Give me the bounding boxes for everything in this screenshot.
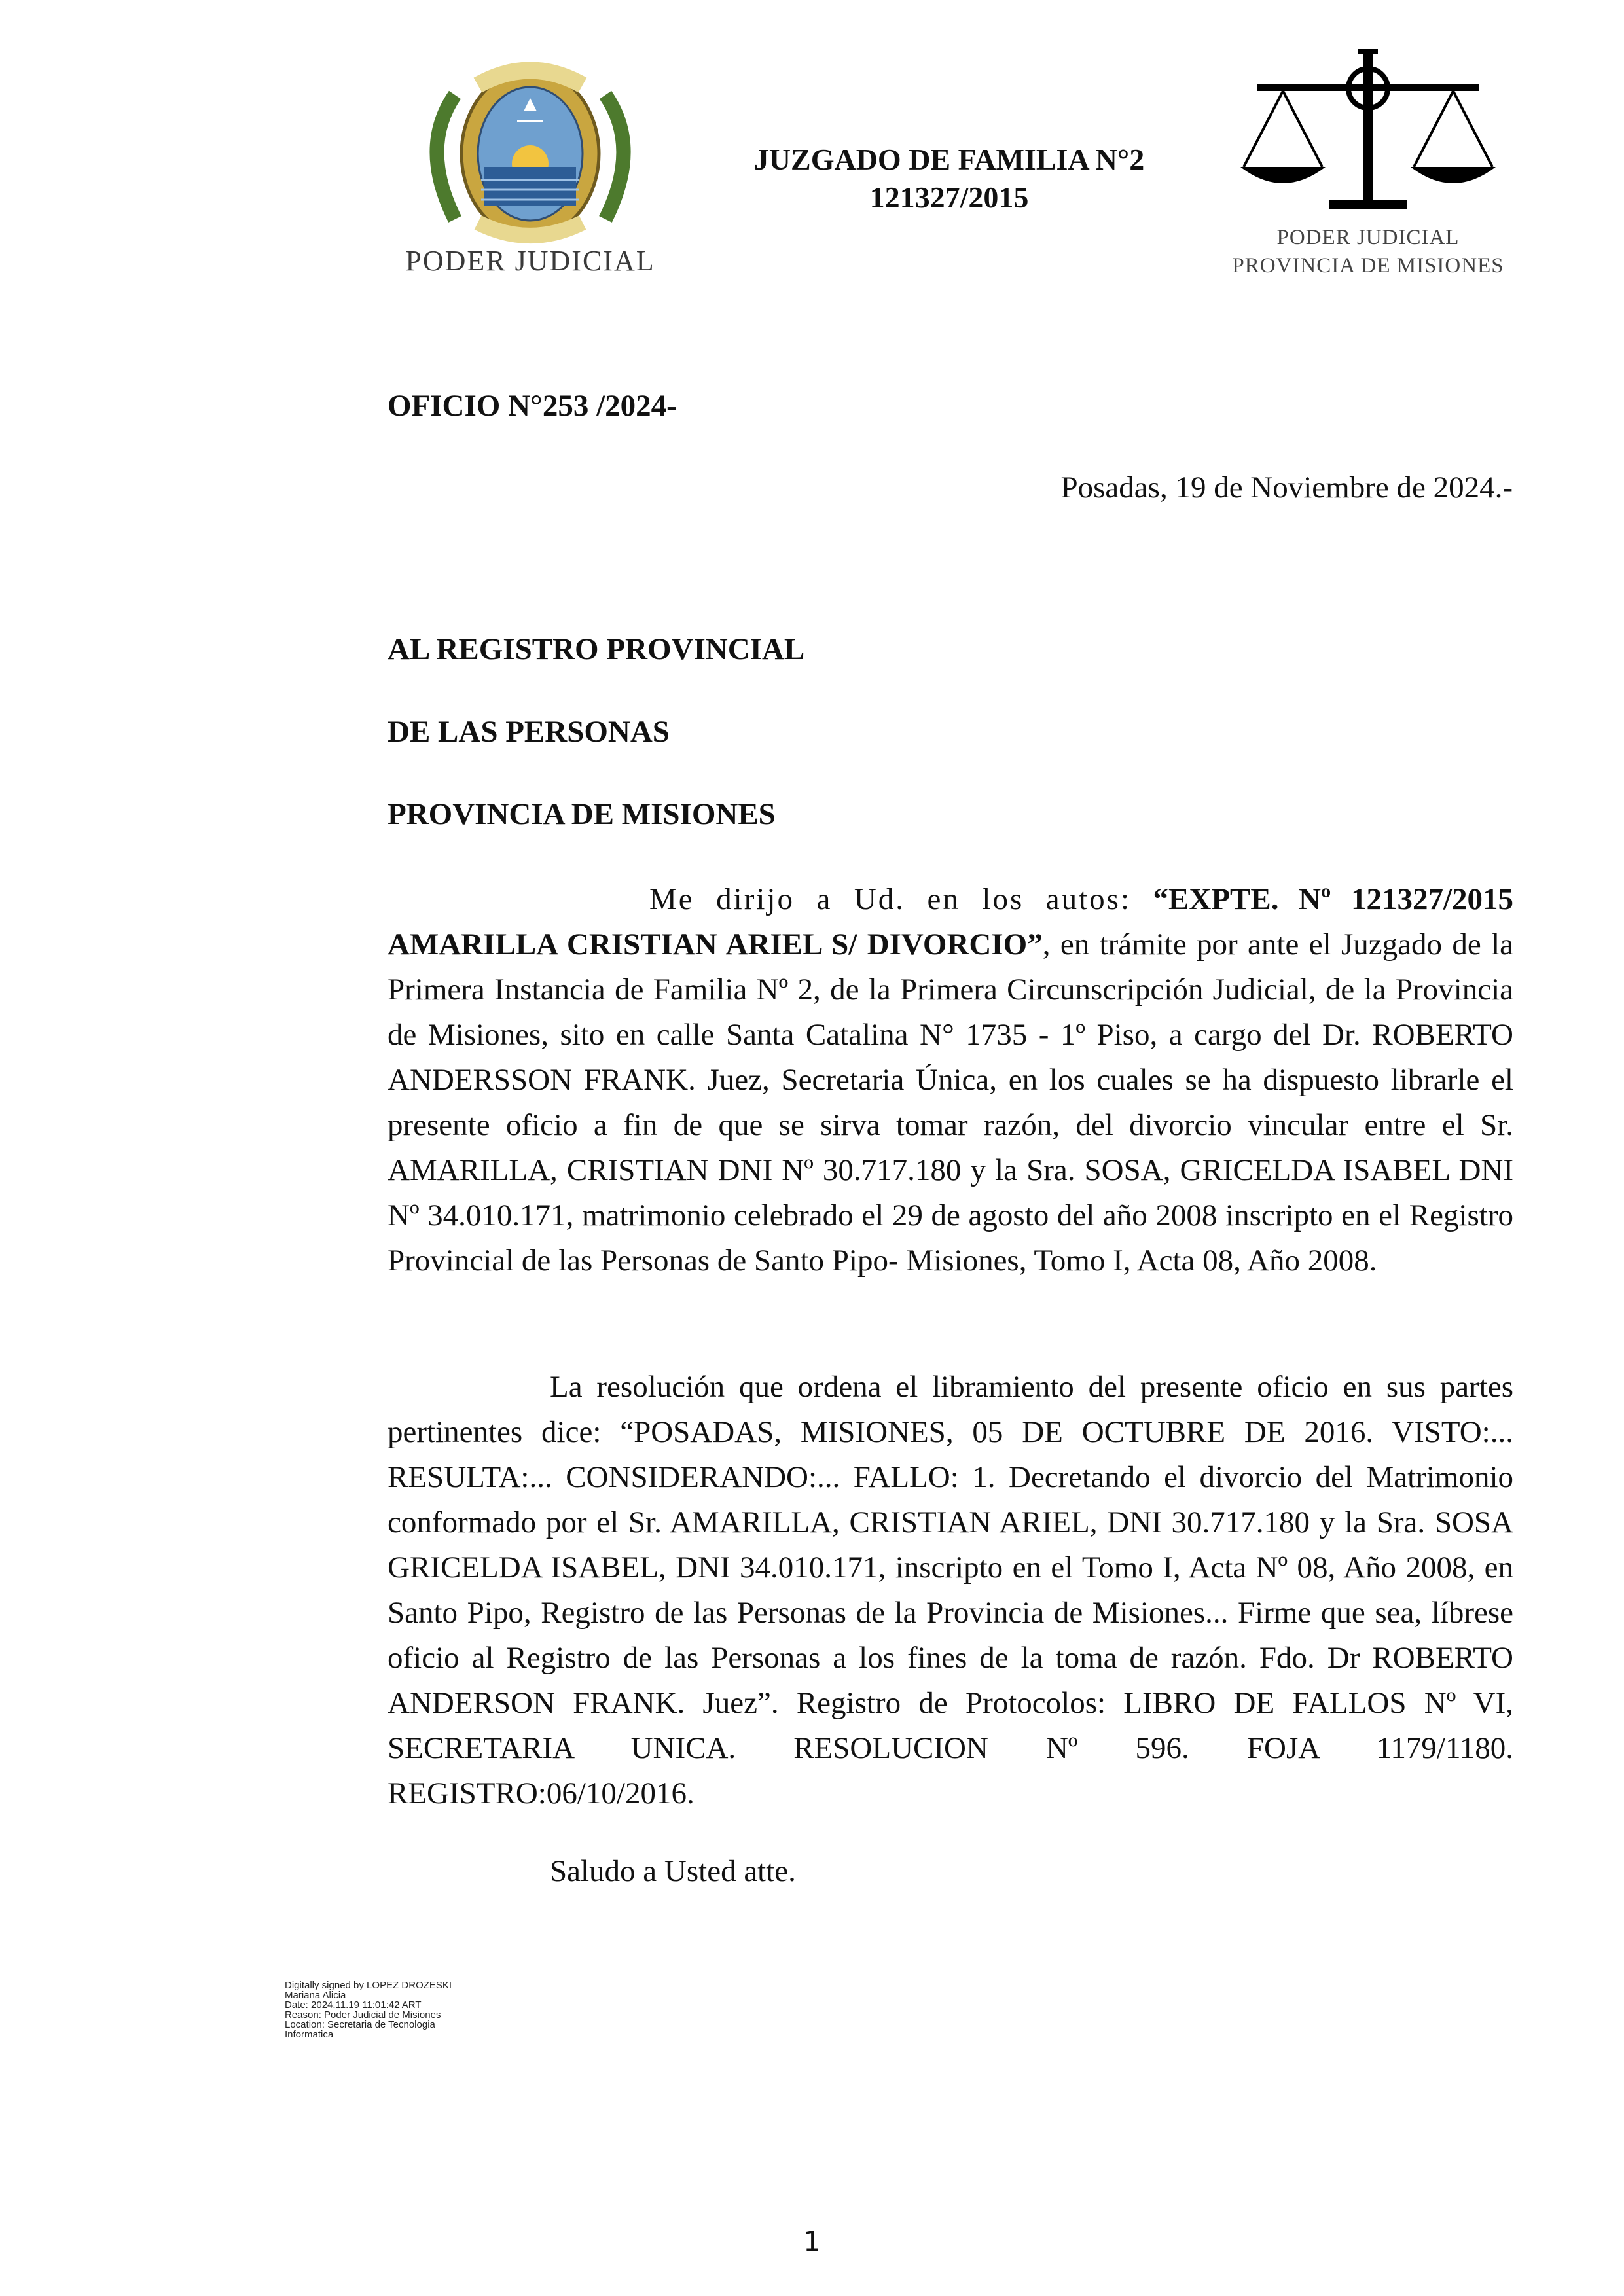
closing-greeting: Saludo a Usted atte.	[550, 1854, 796, 1888]
addressee-line-1: AL REGISTRO PROVINCIAL	[388, 632, 805, 666]
case-number: 121327/2015	[869, 181, 1029, 214]
left-logo-label: PODER JUDICIAL	[405, 245, 655, 277]
signature-line: Reason: Poder Judicial de Misiones	[285, 2009, 441, 2020]
court-title: JUZGADO DE FAMILIA N°2	[753, 143, 1145, 176]
case-title: “EXPTE. Nº 121327/2015 AMARILLA CRISTIAN ARIEL S/ DIVORCIO”	[388, 882, 1513, 961]
poder-judicial-scales-logo	[1231, 43, 1506, 291]
court-header	[681, 141, 1218, 217]
oficio-number: OFICIO N°253 /2024-	[388, 389, 677, 423]
seal-emblem-icon	[393, 56, 668, 245]
signature-line: Date: 2024.11.19 11:01:42 ART	[285, 2000, 422, 2011]
page-number: 1	[803, 2225, 821, 2257]
body-paragraph-2	[388, 1365, 1513, 1816]
addressee-line-2: DE LAS PERSONAS	[388, 715, 670, 749]
signature-line: Digitally signed by LOPEZ DROZESKI	[285, 1980, 452, 1991]
body-paragraph-1	[388, 877, 1513, 1283]
signature-line: Location: Secretaria de Tecnologia	[285, 2019, 435, 2030]
signature-line: Mariana Alicia	[285, 1990, 346, 2001]
scales-of-justice-icon	[1231, 43, 1506, 226]
addressee-line-3: PROVINCIA DE MISIONES	[388, 797, 776, 831]
paragraph-1-body: , en trámite por ante el Juzgado de la Primera Instancia de Familia Nº 2, de la Primera Circunscripción Judicial, de la Provincia de Misiones, sito en calle Santa Catalina N° 1735 - 1º Piso, a cargo del Dr. ROBERTO ANDERSSON FRANK. Juez, Secretaria Única, en los cuales se ha dispuesto librarle el presente oficio a fin de que se sirva tomar razón, del divorcio vincular entre el Sr. AMARILLA, CRISTIAN DNI Nº 30.717.180 y la Sra. SOSA, GRICELDA ISABEL DNI Nº 34.010.171, matrimonio celebrado el 29 de agosto del año 2008 inscripto en el Registro Provincial de las Personas de Santo Pipo- Misiones, Tomo I, Acta 08, Año 2008.	[388, 927, 1514, 1278]
right-logo-line2: PROVINCIA DE MISIONES	[1232, 254, 1504, 278]
paragraph-1-lead: Me dirijo a Ud. en los autos:	[649, 882, 1153, 916]
paragraph-2-text: La resolución que ordena el libramiento del presente oficio en sus partes pertinentes dice: “POSADAS, MISIONES, 05 DE OCTUBRE DE 2016. VISTO:... RESULTA:... CONSIDERANDO:... FALLO: 1. Decretando el divorcio del Matrimonio conformado por el Sr. AMARILLA, CRISTIAN ARIEL, DNI 30.717.180 y la Sra. SOSA GRICELDA ISABEL, DNI 34.010.171, inscripto en el Tomo I, Acta Nº 08, Año 2008, en Santo Pipo, Registro de las Personas de la Provincia de Misiones... Firme que sea, líbrese oficio al Registro de las Personas a los fines de la toma de razón. Fdo. Dr ROBERTO ANDERSON FRANK. Juez”. Registro de Protocolos: LIBRO DE FALLOS Nº VI, SECRETARIA UNICA. RESOLUCION Nº 596. FOJA 1179/1180. REGISTRO:06/10/2016.	[388, 1370, 1513, 1810]
place-date: Posadas, 19 de Noviembre de 2024.-	[1060, 471, 1513, 505]
provincia-misiones-seal-logo	[393, 56, 668, 285]
digital-signature-block	[285, 1981, 520, 2039]
right-logo-line1: PODER JUDICIAL	[1276, 226, 1460, 249]
signature-line: Informatica	[285, 2029, 334, 2040]
